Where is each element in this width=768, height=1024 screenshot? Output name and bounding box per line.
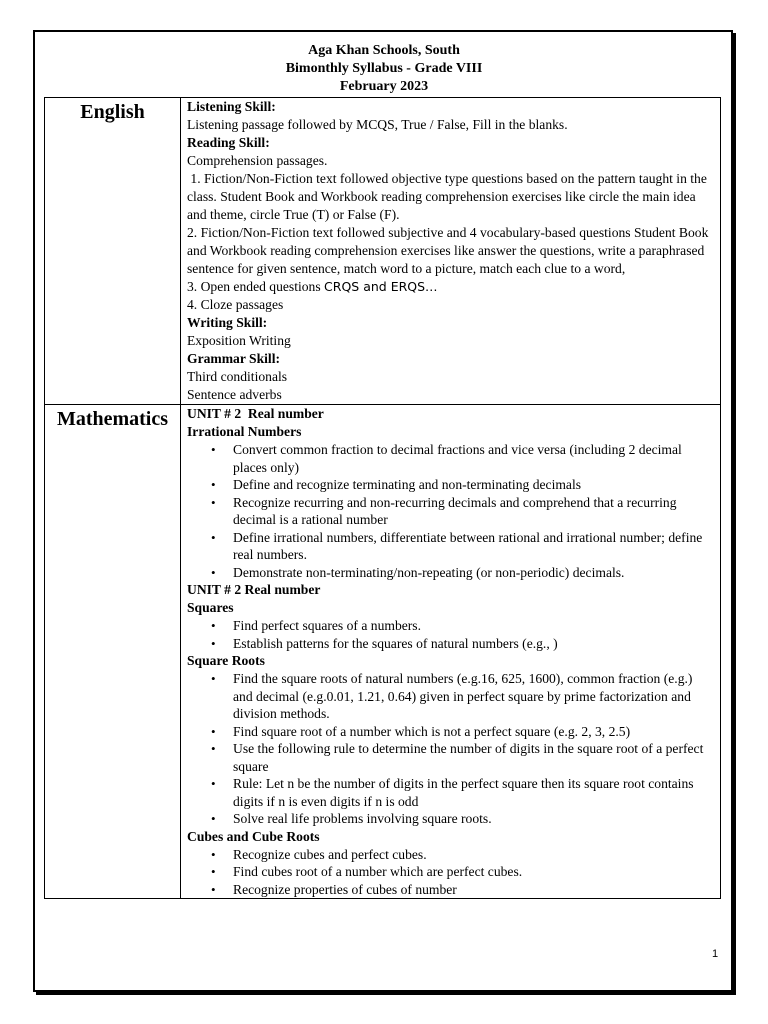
reading-item-1: 1. Fiction/Non-Fiction text followed objective type questions based on the pattern taught in the class. Student Book and Workbook reading comprehension exercises like circle the main idea and theme, circle True (T) or False (F). <box>187 171 711 222</box>
math-subject-label: Mathematics <box>56 408 169 430</box>
list-item: • Define and recognize terminating and non-terminating decimals <box>233 476 714 494</box>
english-subject-cell <box>45 98 181 405</box>
list-item: • Find perfect squares of a numbers. <box>233 617 714 635</box>
writing-heading: Writing Skill: <box>187 315 268 330</box>
squares-heading: Squares <box>187 600 234 615</box>
grammar-item-1: Third conditionals <box>187 369 288 384</box>
document-header <box>0 42 768 96</box>
list-item: • Establish patterns for the squares of natural numbers (e.g., ) <box>233 635 714 653</box>
list-item: • Convert common fraction to decimal fractions and vice versa (including 2 decimal places only) <box>233 441 714 476</box>
irrational-heading: Irrational Numbers <box>187 424 302 439</box>
page-border-shadow-bottom <box>36 992 736 995</box>
syllabus-table <box>44 97 721 899</box>
listening-text: Listening passage followed by MCQS, True / False, Fill in the blanks. <box>187 117 568 132</box>
list-item: • Find square root of a number which is not a perfect square (e.g. 2, 3, 2.5) <box>233 723 714 741</box>
reading-item-3-codes: CRQS and ERQS… <box>324 279 438 294</box>
math-subject-cell <box>45 405 181 899</box>
square-roots-heading: Square Roots <box>187 653 265 668</box>
list-item: • Rule: Let n be the number of digits in the perfect square then its square root contains digits if n is even digits if n is odd <box>233 775 714 810</box>
list-item: • Solve real life problems involving square roots. <box>233 810 714 828</box>
document-title: Bimonthly Syllabus - Grade VIII <box>285 61 483 76</box>
list-item: • Recognize cubes and perfect cubes. <box>233 846 714 864</box>
list-item: • Find the square roots of natural numbers (e.g.16, 625, 1600), common fraction (e.g.) and decimal (e.g.0.01, 1.21, 0.64) given in perfect square by prime factorization and division methods. <box>233 670 714 723</box>
list-item: • Recognize recurring and non-recurring decimals and comprehend that a recurring decimal is a rational number <box>233 494 714 529</box>
list-item: • Recognize properties of cubes of number <box>233 881 714 899</box>
square-roots-list <box>187 670 714 828</box>
page-number: 1 <box>712 948 719 960</box>
english-content-cell <box>181 98 721 405</box>
irrational-list <box>187 441 714 581</box>
document-date: February 2023 <box>339 79 429 94</box>
list-item: • Define irrational numbers, differentiate between rational and irrational number; define real numbers. <box>233 529 714 564</box>
grammar-item-2: Sentence adverbs <box>187 387 282 402</box>
math-row <box>45 405 721 899</box>
reading-item-2: 2. Fiction/Non-Fiction text followed subjective and 4 vocabulary-based questions Student Book and Workbook reading comprehension exercises like answer the questions, write a paraphrased sentence for given sentence, match word to a picture, match each clue to a word, <box>187 225 709 276</box>
math-content-cell <box>181 405 721 899</box>
reading-intro: Comprehension passages. <box>187 153 328 168</box>
list-item: • Demonstrate non-terminating/non-repeating (or non-periodic) decimals. <box>233 564 714 582</box>
writing-text: Exposition Writing <box>187 333 291 348</box>
english-subject-label: English <box>80 101 145 123</box>
english-row <box>45 98 721 405</box>
listening-heading: Listening Skill: <box>187 99 276 114</box>
reading-heading: Reading Skill: <box>187 135 270 150</box>
squares-list <box>187 617 714 652</box>
list-item: • Find cubes root of a number which are perfect cubes. <box>233 863 714 881</box>
grammar-heading: Grammar Skill: <box>187 351 281 366</box>
math-unit-heading-2: UNIT # 2 Real number <box>187 582 321 597</box>
cubes-list <box>187 846 714 899</box>
reading-item-3 <box>187 278 714 296</box>
reading-item-3-prefix: 3. Open ended questions <box>187 279 325 294</box>
page-border-shadow-right <box>733 33 736 995</box>
cubes-heading: Cubes and Cube Roots <box>187 828 320 844</box>
school-name: Aga Khan Schools, South <box>308 43 460 58</box>
list-item: • Use the following rule to determine the number of digits in the square root of a perfect square <box>233 740 714 775</box>
math-unit-heading-1: UNIT # 2 Real number <box>187 406 324 421</box>
reading-item-4: 4. Cloze passages <box>187 297 284 312</box>
